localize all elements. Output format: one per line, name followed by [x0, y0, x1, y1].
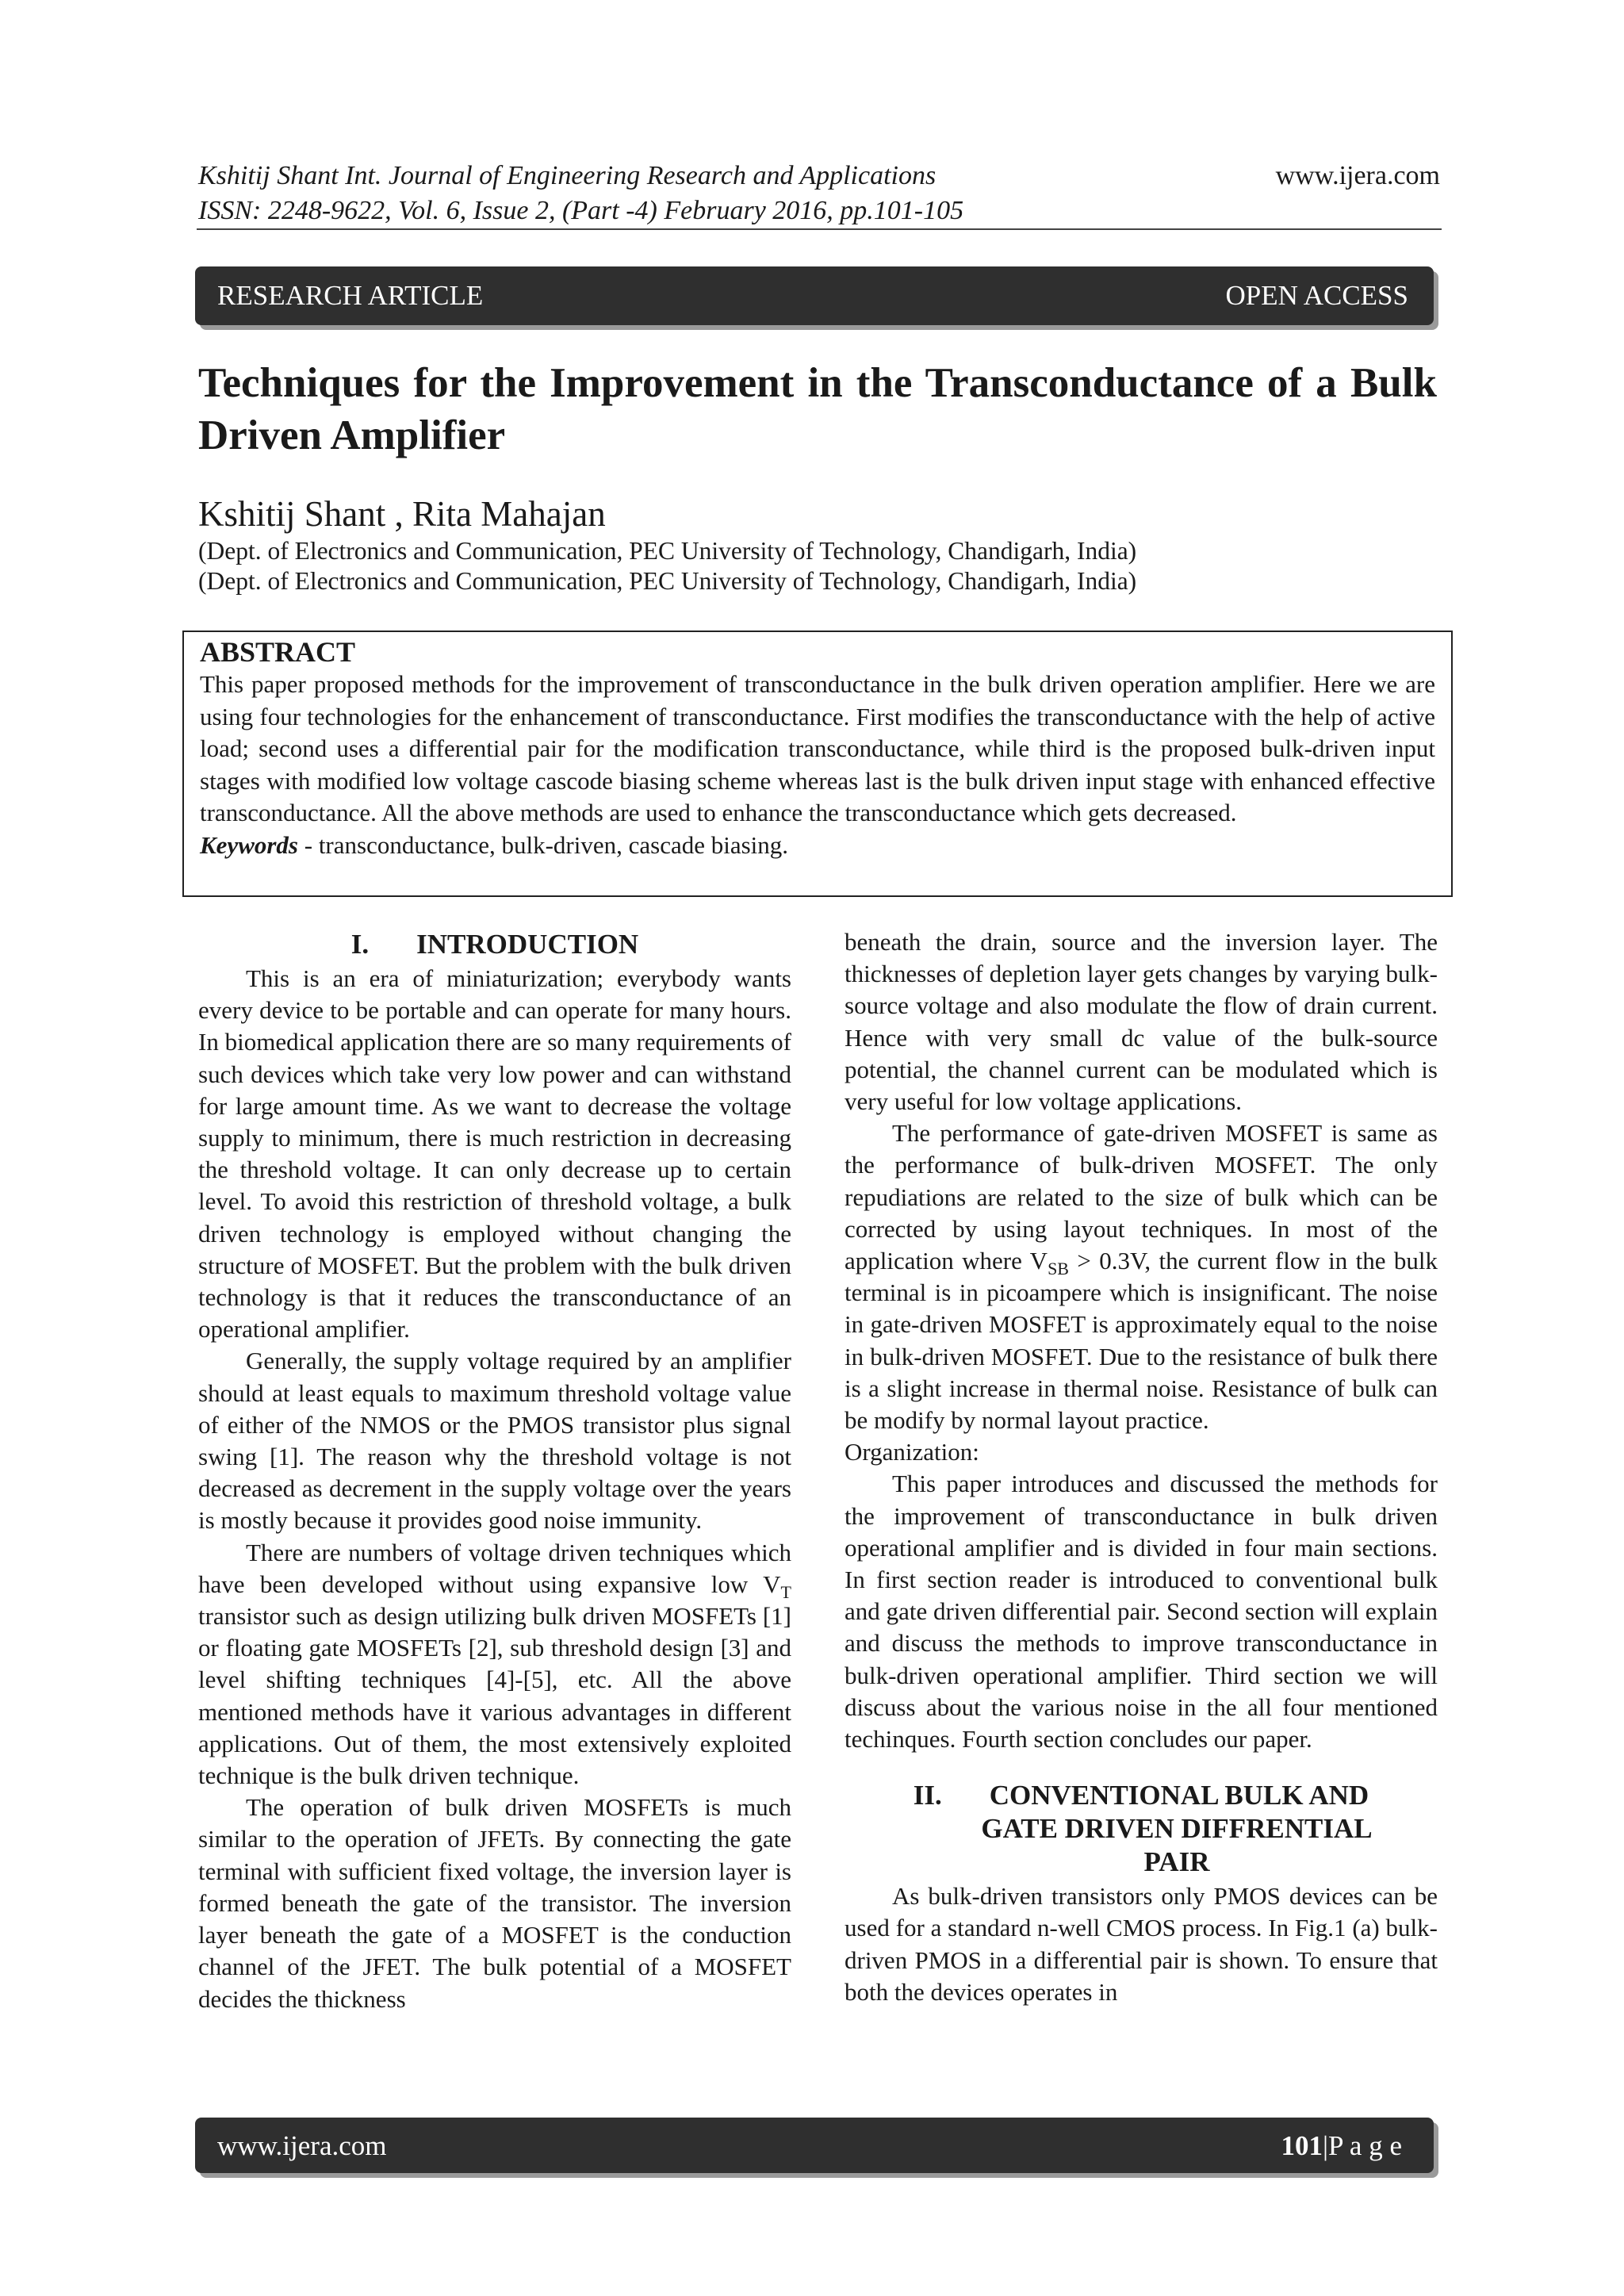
intro-paragraph-6-part-a: The performance of gate-driven MOSFET is same as the performance of bulk-driven MOSFET. The only repudiations are related to the size of bulk which can be corrected by using layout techniques. In most of the application where V [845, 1119, 1438, 1275]
journal-citation: Kshitij Shant Int. Journal of Engineering Research and Applications [198, 161, 936, 190]
footer-website[interactable]: www.ijera.com [217, 2130, 387, 2161]
section-2-title-part-1: CONVENTIONAL BULK AND [989, 1780, 1369, 1811]
section-2-number: II. [913, 1780, 942, 1811]
right-column [845, 926, 1438, 2008]
banner-open-access: OPEN ACCESS [1225, 280, 1408, 311]
intro-paragraph-3-part-b: transistor such as design utilizing bulk driven MOSFETs [1] or floating gate MOSFETs [2], sub threshold design [3] and level shifting techniques [4]-[5], etc. All the above mentioned methods have it various advantages in different applications. Out of them, the most extensively exploited technique is the bulk driven technique. [198, 1602, 791, 1790]
organization-paragraph: This paper introduces and discussed the methods for the improvement of transconductance in bulk driven operational amplifier and is divided in four main sections. In first section reader is introduced to conventional bulk and gate driven differential pair. Second section will explain and discuss the methods to improve transconductance in bulk-driven operational amplifier. Third section we will discuss about the various noise in the all four mentioned techinques. Fourth section concludes our paper. [845, 1470, 1438, 1754]
abstract-box [182, 631, 1453, 897]
keywords-label: Keywords [200, 830, 298, 859]
footer-page-info [1281, 2130, 1403, 2162]
intro-paragraph-4: The operation of bulk driven MOSFETs is much similar to the operation of JFETs. By connecting the gate terminal with sufficient fixed voltage, the inversion layer is formed beneath the gate of the transistor. The inversion layer beneath the gate of a MOSFET is the conduction channel of the JFET. The bulk potential of a MOSFET decides the thickness [198, 1793, 791, 2013]
page-label: |P a g e [1323, 2130, 1402, 2161]
footer-banner [195, 2118, 1434, 2173]
paper-authors: Kshitij Shant , Rita Mahajan [198, 494, 606, 534]
paper-title: Techniques for the Improvement in the Transconductance of a Bulk Driven Amplifier [198, 360, 1437, 458]
intro-paragraph-3 [198, 1537, 791, 1792]
journal-issn: ISSN: 2248-9622, Vol. 6, Issue 2, (Part -4) February 2016, pp.101-105 [198, 196, 964, 225]
page-number: 101 [1281, 2130, 1323, 2161]
abstract-text: This paper proposed methods for the improvement of transconductance in the bulk driven operation amplifier. Here we are using four technologies for the enhancement of transconductance. First modifies the transconductance with the help of active load; second uses a differential pair for the modification transconductance, while third is the proposed bulk-driven input stages with modified low voltage cascode biasing scheme whereas last is the bulk driven input stage with enhanced effective transconductance. All the above methods are used to enhance the transconductance which gets decreased. [200, 670, 1435, 826]
keywords-text: - transconductance, bulk-driven, cascade biasing. [298, 830, 789, 859]
banner-research-article: RESEARCH ARTICLE [217, 280, 484, 311]
section-2-title-line-1 [845, 1779, 1438, 1812]
affiliation-2: (Dept. of Electronics and Communication, PEC University of Technology, Chandigarh, India) [198, 567, 1137, 595]
section-1-number: I. [350, 929, 370, 960]
organization-label: Organization: [845, 1438, 979, 1466]
header-divider [197, 228, 1442, 230]
journal-header [198, 159, 963, 228]
vsb-subscript: SB [1048, 1259, 1069, 1279]
section-2-title-line-3: PAIR [1143, 1846, 1210, 1878]
abstract-heading: ABSTRACT [200, 636, 356, 668]
intro-paragraph-1: This is an era of miniaturization; everybody wants every device to be portable and can operate for many hours. In biomedical application there are so many requirements of such devices which take very low power and can withstand for large amount time. As we want to decrease the voltage supply to minimum, there is much restriction in decreasing the threshold voltage. It can only decrease up to certain level. To avoid this restriction of threshold voltage, a bulk driven technology is employed without changing the structure of MOSFET. But the problem with the bulk driven technology is that it reduces the transconductance of an operational amplifier. [198, 964, 791, 1343]
section-2-heading [845, 1779, 1438, 1879]
keywords-line [200, 830, 1435, 861]
intro-paragraph-2: Generally, the supply voltage required by an amplifier should at least equals to maximum threshold voltage value of either of the NMOS or the PMOS transistor plus signal swing [1]. The reason why the threshold voltage is not decreased as decrement in the supply voltage over the years is mostly because it provides good noise immunity. [198, 1347, 791, 1535]
intro-paragraph-5: beneath the drain, source and the inversion layer. The thicknesses of depletion layer gets changes by varying bulk-source voltage and also modulate the flow of drain current. Hence with very small dc value of the bulk-source potential, the channel current can be modulated which is very useful for low voltage applications. [845, 928, 1438, 1116]
intro-paragraph-3-part-a: There are numbers of voltage driven techniques which have been developed without using expansive low V [198, 1538, 791, 1598]
intro-paragraph-6 [845, 1117, 1438, 1436]
section-2-paragraph-1: As bulk-driven transistors only PMOS devices can be used for a standard n-well CMOS process. In Fig.1 (a) bulk-driven PMOS in a differential pair is shown. To ensure that both the devices operates in [845, 1882, 1438, 2006]
header-website[interactable]: www.ijera.com [1275, 161, 1440, 190]
article-type-banner [195, 266, 1434, 325]
section-1-title: INTRODUCTION [416, 929, 639, 960]
left-column [198, 926, 791, 2015]
section-1-heading [198, 928, 791, 961]
affiliation-1: (Dept. of Electronics and Communication, PEC University of Technology, Chandigarh, India) [198, 537, 1137, 565]
intro-paragraph-6-part-b: > 0.3V, the current flow in the bulk terminal is in picoampere which is insignificant. The noise in gate-driven MOSFET is approximately equal to the noise in bulk-driven MOSFET. Due to the resistance of bulk there is a slight increase in thermal noise. Resistance of bulk can be modify by normal layout practice. [845, 1247, 1438, 1435]
vt-subscript: T [780, 1582, 791, 1603]
section-2-title-line-2: GATE DRIVEN DIFFRENTIAL [981, 1813, 1373, 1845]
